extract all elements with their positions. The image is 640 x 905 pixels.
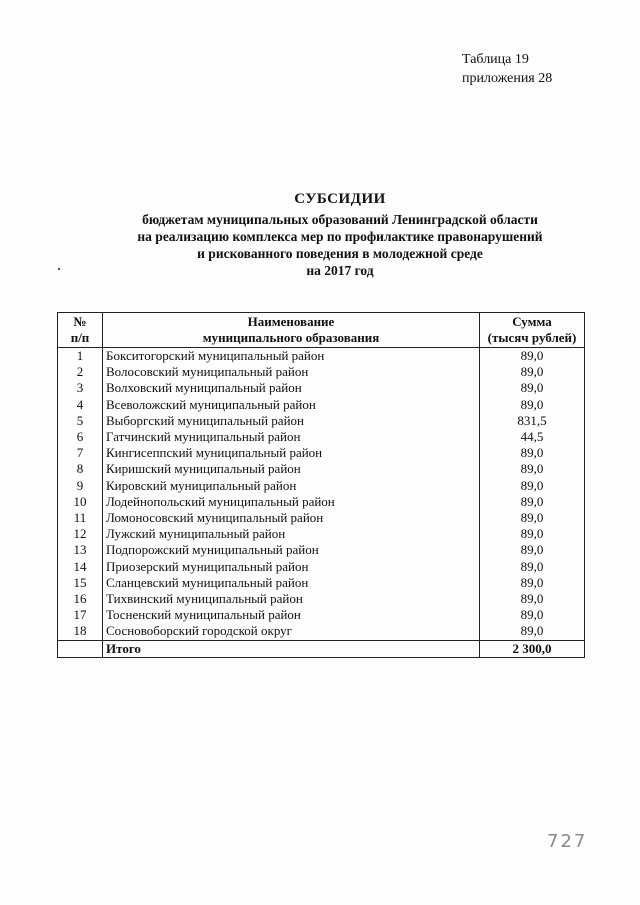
row-name: Подпорожский муниципальный район	[103, 542, 480, 558]
row-num: 2	[58, 364, 103, 380]
title-line-2: на реализацию комплекса мер по профилактике правонарушений	[137, 229, 543, 244]
row-num: 8	[58, 461, 103, 477]
total-label: Итого	[103, 640, 480, 657]
table-reference	[462, 50, 552, 88]
row-name: Кингисеппский муниципальный район	[103, 445, 480, 461]
table-row	[58, 413, 585, 429]
table-row	[58, 364, 585, 380]
row-name: Волховский муниципальный район	[103, 380, 480, 396]
row-name: Гатчинский муниципальный район	[103, 429, 480, 445]
row-amount: 89,0	[480, 380, 585, 396]
table-row	[58, 510, 585, 526]
row-name: Волосовский муниципальный район	[103, 364, 480, 380]
row-name: Выборгский муниципальный район	[103, 413, 480, 429]
row-num: 12	[58, 526, 103, 542]
row-name: Тихвинский муниципальный район	[103, 591, 480, 607]
table-row	[58, 380, 585, 396]
table-row	[58, 559, 585, 575]
row-amount: 831,5	[480, 413, 585, 429]
document-title	[60, 189, 620, 279]
row-name: Бокситогорский муниципальный район	[103, 348, 480, 365]
table-row	[58, 575, 585, 591]
row-num: 18	[58, 623, 103, 640]
row-amount: 89,0	[480, 510, 585, 526]
row-num: 17	[58, 607, 103, 623]
title-line-3: и рискованного поведения в молодежной среде	[197, 246, 483, 261]
scan-speck	[58, 268, 60, 270]
header-num	[58, 313, 103, 348]
row-amount: 89,0	[480, 526, 585, 542]
title-main: СУБСИДИИ	[294, 191, 386, 207]
row-num: 16	[58, 591, 103, 607]
row-num: 6	[58, 429, 103, 445]
table-row	[58, 429, 585, 445]
row-amount: 89,0	[480, 607, 585, 623]
table-row	[58, 623, 585, 640]
table-row	[58, 607, 585, 623]
table-row	[58, 591, 585, 607]
row-amount: 89,0	[480, 623, 585, 640]
row-name: Кировский муниципальный район	[103, 478, 480, 494]
table-row	[58, 445, 585, 461]
row-num: 10	[58, 494, 103, 510]
table-body	[58, 348, 585, 641]
row-name: Сланцевский муниципальный район	[103, 575, 480, 591]
row-num: 13	[58, 542, 103, 558]
row-name: Киришский муниципальный район	[103, 461, 480, 477]
header-name-line1: Наименование	[247, 314, 335, 329]
row-amount: 89,0	[480, 494, 585, 510]
table-header-row	[58, 313, 585, 348]
table-row	[58, 461, 585, 477]
table-row	[58, 526, 585, 542]
row-name: Ломоносовский муниципальный район	[103, 510, 480, 526]
table-row	[58, 397, 585, 413]
row-amount: 89,0	[480, 575, 585, 591]
row-amount: 44,5	[480, 429, 585, 445]
row-name: Сосновоборский городской округ	[103, 623, 480, 640]
table-row	[58, 542, 585, 558]
header-num-line1: №	[73, 314, 87, 329]
row-num: 1	[58, 348, 103, 365]
row-num: 14	[58, 559, 103, 575]
total-row	[58, 640, 585, 657]
row-num: 3	[58, 380, 103, 396]
header-name	[103, 313, 480, 348]
header-name-line2: муниципального образования	[202, 330, 380, 345]
row-name: Лужский муниципальный район	[103, 526, 480, 542]
row-num: 9	[58, 478, 103, 494]
header-num-line2: п/п	[70, 330, 90, 345]
row-amount: 89,0	[480, 445, 585, 461]
row-name: Всеволожский муниципальный район	[103, 397, 480, 413]
row-amount: 89,0	[480, 348, 585, 365]
row-num: 7	[58, 445, 103, 461]
row-amount: 89,0	[480, 559, 585, 575]
row-name: Тосненский муниципальный район	[103, 607, 480, 623]
row-name: Лодейнопольский муниципальный район	[103, 494, 480, 510]
row-num: 5	[58, 413, 103, 429]
row-amount: 89,0	[480, 478, 585, 494]
table-row	[58, 348, 585, 365]
row-amount: 89,0	[480, 461, 585, 477]
table-row	[58, 478, 585, 494]
row-num: 4	[58, 397, 103, 413]
page-number-stamp: 727	[547, 831, 588, 852]
row-num: 11	[58, 510, 103, 526]
header-amount	[480, 313, 585, 348]
table-label: Таблица 19	[462, 52, 529, 67]
appendix-label: приложения 28	[462, 71, 553, 86]
row-amount: 89,0	[480, 397, 585, 413]
title-line-4: на 2017 год	[306, 263, 374, 278]
total-num-cell	[58, 640, 103, 657]
table-row	[58, 494, 585, 510]
row-num: 15	[58, 575, 103, 591]
subsidies-table	[57, 312, 585, 658]
row-amount: 89,0	[480, 591, 585, 607]
row-amount: 89,0	[480, 364, 585, 380]
row-name: Приозерский муниципальный район	[103, 559, 480, 575]
total-amount: 2 300,0	[480, 640, 585, 657]
title-line-1: бюджетам муниципальных образований Ленинградской области	[142, 212, 538, 227]
header-amount-line1: Сумма	[512, 314, 552, 329]
header-amount-line2: (тысяч рублей)	[487, 330, 577, 345]
row-amount: 89,0	[480, 542, 585, 558]
